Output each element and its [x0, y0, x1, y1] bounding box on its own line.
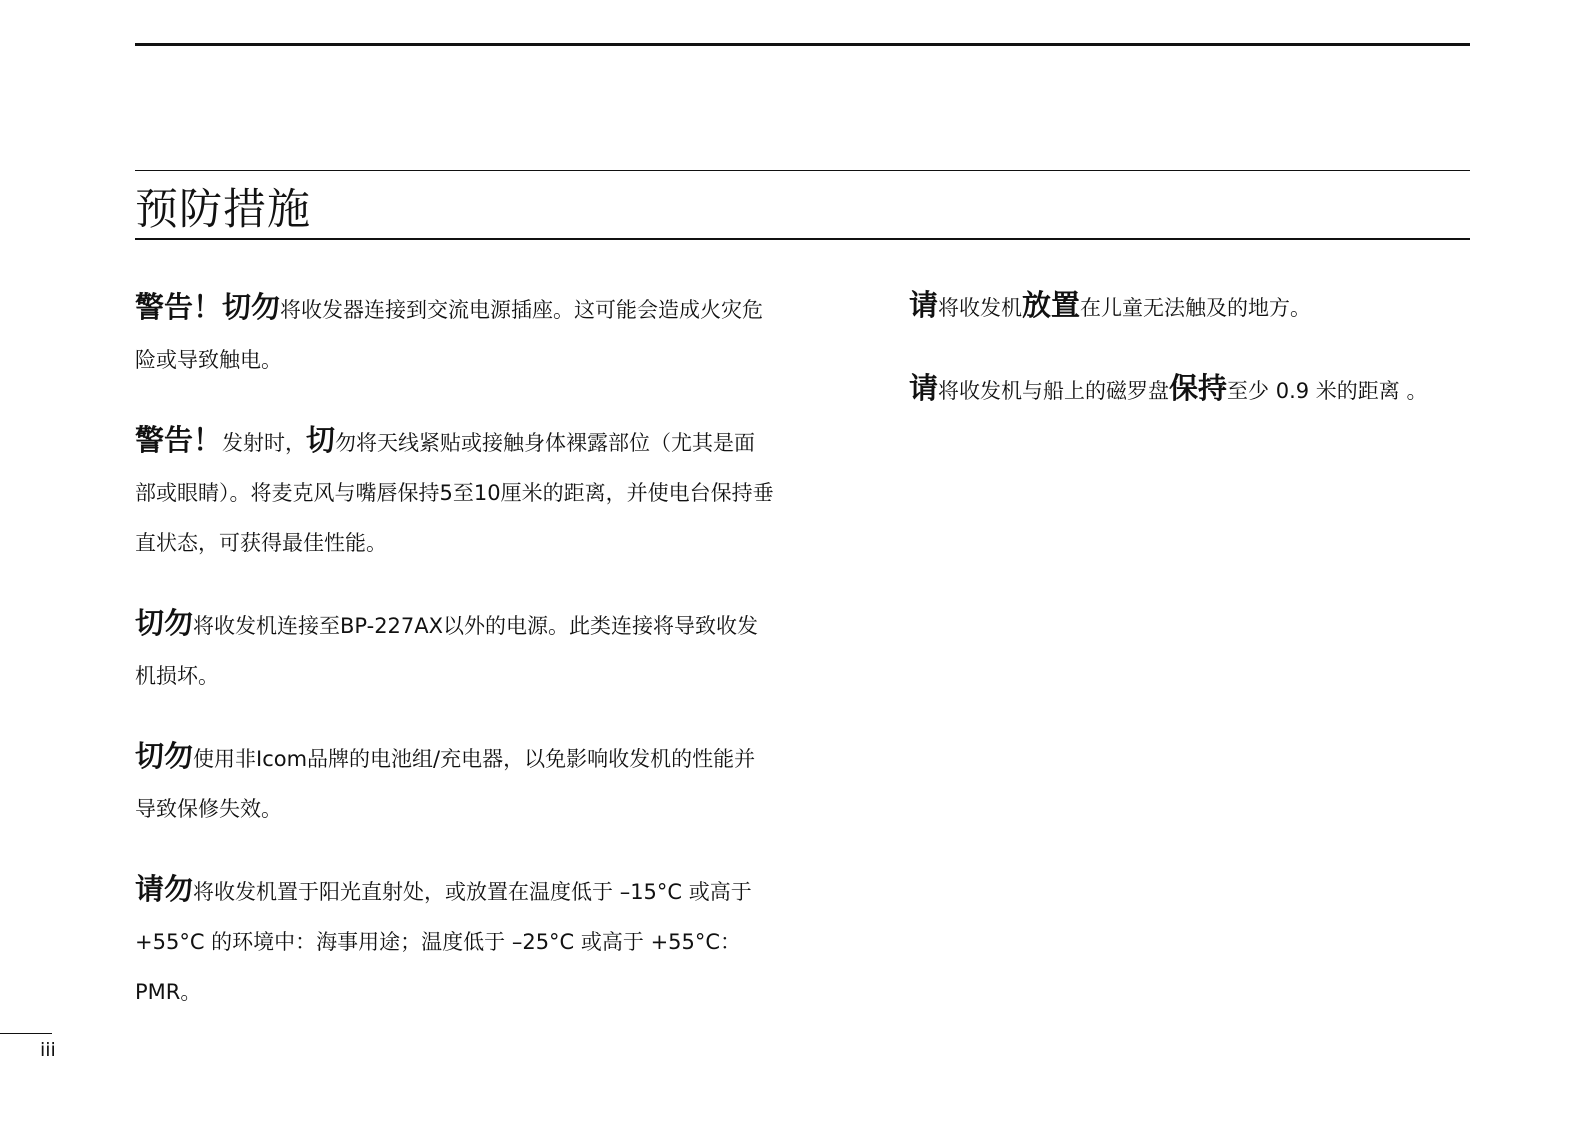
warning-keyword: 警告！	[135, 290, 223, 324]
precaution-battery	[135, 731, 775, 834]
precaution-text: 将收发机与船上的磁罗盘	[938, 379, 1170, 403]
precaution-text: 至少 0.9 米的距离 。	[1227, 379, 1428, 403]
footer-rule	[0, 1033, 52, 1034]
precaution-text: 将收发机连接至BP-227AX以外的电源。此类连接将导致收发机损坏。	[135, 614, 759, 688]
please-keyword: 请	[909, 371, 939, 405]
warning-keyword: 警告！	[135, 423, 223, 457]
keep-keyword: 保持	[1169, 371, 1228, 405]
precaution-text: 使用非Icom品牌的电池组/充电器，以免影响收发机的性能并导致保修失效。	[135, 747, 756, 821]
precaution-text: 将收发器连接到交流电源插座。这可能会造成火灾危险或导致触电。	[135, 298, 764, 372]
never-keyword: 切勿	[135, 739, 194, 773]
precaution-text: 将收发机置于阳光直射处，或放置在温度低于 –15°C 或高于 +55°C 的环境中：海事用途；温度低于 –25°C 或高于 +55°C：PMR。	[135, 880, 752, 1004]
precaution-temperature	[135, 864, 775, 1017]
left-column	[135, 282, 775, 1047]
page-number: iii	[40, 1039, 56, 1061]
title-bottom-rule	[135, 238, 1470, 240]
precaution-power-source	[135, 598, 775, 701]
precaution-text: 发射时，	[222, 431, 307, 455]
precaution-text: 将收发机	[938, 296, 1023, 320]
place-keyword: 放置	[1022, 288, 1081, 322]
precaution-text: 在儿童无法触及的地方。	[1080, 296, 1312, 320]
precaution-ac-outlet	[135, 282, 775, 385]
right-column	[909, 280, 1469, 446]
precaution-children	[909, 280, 1469, 333]
never-keyword: 切	[306, 423, 336, 457]
precaution-compass	[909, 363, 1469, 416]
never-keyword: 切勿	[222, 290, 281, 324]
please-keyword: 请	[909, 288, 939, 322]
precaution-text: 勿将天线紧贴或接触身体裸露部位（尤其是面部或眼睛）。将麦克风与嘴唇保持5至10厘米的距离，并使电台保持垂直状态，可获得最佳性能。	[135, 431, 774, 555]
do-not-keyword: 请勿	[135, 872, 194, 906]
title-top-rule	[135, 170, 1470, 171]
page-title: 预防措施	[135, 185, 311, 235]
top-rule	[135, 43, 1470, 46]
never-keyword: 切勿	[135, 606, 194, 640]
precaution-antenna	[135, 415, 775, 568]
